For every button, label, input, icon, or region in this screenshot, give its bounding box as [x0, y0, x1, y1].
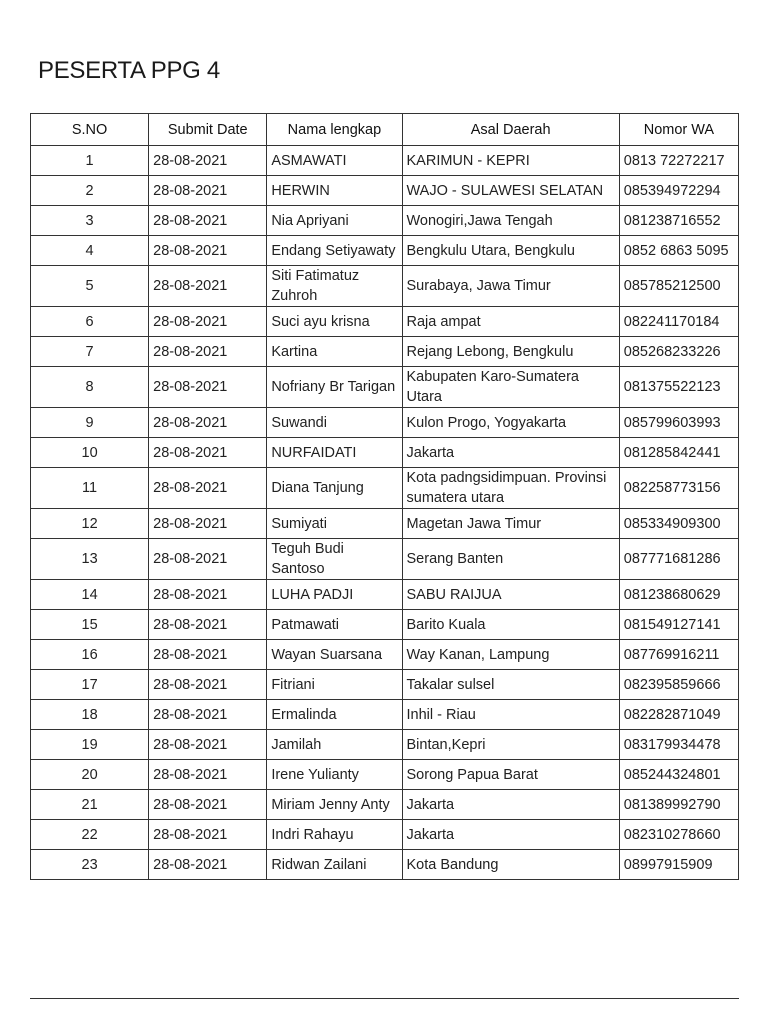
header-sno: S.NO: [31, 114, 149, 146]
cell-sno: 6: [31, 307, 149, 337]
cell-sno: 9: [31, 408, 149, 438]
cell-nomor-wa: 081238716552: [619, 206, 738, 236]
cell-nomor-wa: 083179934478: [619, 730, 738, 760]
cell-nomor-wa: 08997915909: [619, 850, 738, 880]
table-row: [31, 408, 739, 438]
cell-nomor-wa: 0813 72272217: [619, 146, 738, 176]
cell-nama-lengkap: Siti Fatimatuz Zuhroh: [267, 266, 402, 307]
table-row: [31, 236, 739, 266]
cell-submit-date: 28-08-2021: [149, 266, 267, 307]
cell-submit-date: 28-08-2021: [149, 337, 267, 367]
cell-nomor-wa: 085268233226: [619, 337, 738, 367]
table-row: [31, 509, 739, 539]
cell-sno: 23: [31, 850, 149, 880]
table-row: [31, 580, 739, 610]
cell-submit-date: 28-08-2021: [149, 509, 267, 539]
cell-asal-daerah: Way Kanan, Lampung: [402, 640, 619, 670]
page-title: PESERTA PPG 4: [38, 57, 220, 84]
cell-nama-lengkap: Kartina: [267, 337, 402, 367]
table-header-row: [31, 114, 739, 146]
cell-asal-daerah: Sorong Papua Barat: [402, 760, 619, 790]
cell-nomor-wa: 081389992790: [619, 790, 738, 820]
cell-submit-date: 28-08-2021: [149, 610, 267, 640]
cell-nama-lengkap: Diana Tanjung: [267, 468, 402, 509]
cell-nomor-wa: 082395859666: [619, 670, 738, 700]
cell-nomor-wa: 085799603993: [619, 408, 738, 438]
cell-asal-daerah: Kulon Progo, Yogyakarta: [402, 408, 619, 438]
cell-sno: 13: [31, 539, 149, 580]
cell-submit-date: 28-08-2021: [149, 640, 267, 670]
table-row: [31, 266, 739, 307]
table-row: [31, 539, 739, 580]
cell-nomor-wa: 087769916211: [619, 640, 738, 670]
cell-nama-lengkap: Irene Yulianty: [267, 760, 402, 790]
table-row: [31, 790, 739, 820]
table-row: [31, 670, 739, 700]
bottom-divider: [30, 998, 739, 999]
cell-nomor-wa: 082241170184: [619, 307, 738, 337]
cell-submit-date: 28-08-2021: [149, 408, 267, 438]
cell-sno: 10: [31, 438, 149, 468]
cell-asal-daerah: Serang Banten: [402, 539, 619, 580]
cell-sno: 11: [31, 468, 149, 509]
cell-sno: 7: [31, 337, 149, 367]
cell-sno: 8: [31, 367, 149, 408]
cell-nomor-wa: 082282871049: [619, 700, 738, 730]
cell-sno: 20: [31, 760, 149, 790]
cell-sno: 17: [31, 670, 149, 700]
cell-asal-daerah: Surabaya, Jawa Timur: [402, 266, 619, 307]
cell-asal-daerah: Jakarta: [402, 438, 619, 468]
table-row: [31, 610, 739, 640]
cell-asal-daerah: Takalar sulsel: [402, 670, 619, 700]
cell-submit-date: 28-08-2021: [149, 438, 267, 468]
cell-sno: 21: [31, 790, 149, 820]
cell-submit-date: 28-08-2021: [149, 760, 267, 790]
table-body: [31, 146, 739, 880]
table-row: [31, 640, 739, 670]
cell-sno: 3: [31, 206, 149, 236]
cell-nomor-wa: 082258773156: [619, 468, 738, 509]
table-row: [31, 468, 739, 509]
table-row: [31, 146, 739, 176]
table-row: [31, 820, 739, 850]
cell-asal-daerah: Kabupaten Karo-Sumatera Utara: [402, 367, 619, 408]
cell-nama-lengkap: Teguh Budi Santoso: [267, 539, 402, 580]
cell-submit-date: 28-08-2021: [149, 700, 267, 730]
table-row: [31, 850, 739, 880]
cell-nama-lengkap: Nofriany Br Tarigan: [267, 367, 402, 408]
header-submit-date: Submit Date: [149, 114, 267, 146]
cell-nomor-wa: 087771681286: [619, 539, 738, 580]
cell-asal-daerah: KARIMUN - KEPRI: [402, 146, 619, 176]
cell-sno: 22: [31, 820, 149, 850]
cell-nomor-wa: 085244324801: [619, 760, 738, 790]
cell-submit-date: 28-08-2021: [149, 468, 267, 509]
cell-submit-date: 28-08-2021: [149, 176, 267, 206]
cell-nama-lengkap: Patmawati: [267, 610, 402, 640]
cell-nama-lengkap: Suwandi: [267, 408, 402, 438]
cell-submit-date: 28-08-2021: [149, 790, 267, 820]
table-row: [31, 176, 739, 206]
cell-asal-daerah: Kota Bandung: [402, 850, 619, 880]
cell-asal-daerah: Raja ampat: [402, 307, 619, 337]
cell-asal-daerah: Bintan,Kepri: [402, 730, 619, 760]
cell-sno: 12: [31, 509, 149, 539]
cell-nomor-wa: 081285842441: [619, 438, 738, 468]
cell-asal-daerah: Inhil - Riau: [402, 700, 619, 730]
header-nomor-wa: Nomor WA: [619, 114, 738, 146]
cell-submit-date: 28-08-2021: [149, 539, 267, 580]
cell-submit-date: 28-08-2021: [149, 367, 267, 408]
cell-submit-date: 28-08-2021: [149, 146, 267, 176]
cell-sno: 18: [31, 700, 149, 730]
table-row: [31, 307, 739, 337]
table-row: [31, 438, 739, 468]
cell-nama-lengkap: Ridwan Zailani: [267, 850, 402, 880]
cell-nomor-wa: 081238680629: [619, 580, 738, 610]
table-row: [31, 760, 739, 790]
header-asal-daerah: Asal Daerah: [402, 114, 619, 146]
cell-sno: 2: [31, 176, 149, 206]
cell-submit-date: 28-08-2021: [149, 236, 267, 266]
cell-nomor-wa: 0852 6863 5095: [619, 236, 738, 266]
cell-sno: 15: [31, 610, 149, 640]
cell-nama-lengkap: Miriam Jenny Anty: [267, 790, 402, 820]
cell-submit-date: 28-08-2021: [149, 580, 267, 610]
cell-nama-lengkap: Jamilah: [267, 730, 402, 760]
cell-nama-lengkap: Wayan Suarsana: [267, 640, 402, 670]
cell-sno: 19: [31, 730, 149, 760]
cell-asal-daerah: Magetan Jawa Timur: [402, 509, 619, 539]
cell-submit-date: 28-08-2021: [149, 850, 267, 880]
cell-nama-lengkap: Fitriani: [267, 670, 402, 700]
table-row: [31, 367, 739, 408]
cell-nama-lengkap: Nia Apriyani: [267, 206, 402, 236]
cell-submit-date: 28-08-2021: [149, 307, 267, 337]
cell-submit-date: 28-08-2021: [149, 730, 267, 760]
cell-asal-daerah: Wonogiri,Jawa Tengah: [402, 206, 619, 236]
cell-sno: 5: [31, 266, 149, 307]
cell-nama-lengkap: Ermalinda: [267, 700, 402, 730]
cell-sno: 14: [31, 580, 149, 610]
cell-asal-daerah: Rejang Lebong, Bengkulu: [402, 337, 619, 367]
table-row: [31, 700, 739, 730]
cell-nama-lengkap: LUHA PADJI: [267, 580, 402, 610]
cell-sno: 1: [31, 146, 149, 176]
cell-asal-daerah: Kota padngsidimpuan. Provinsi sumatera utara: [402, 468, 619, 509]
cell-nomor-wa: 085394972294: [619, 176, 738, 206]
table-row: [31, 337, 739, 367]
cell-nomor-wa: 081549127141: [619, 610, 738, 640]
cell-asal-daerah: Jakarta: [402, 790, 619, 820]
cell-nomor-wa: 085785212500: [619, 266, 738, 307]
cell-sno: 4: [31, 236, 149, 266]
cell-asal-daerah: Jakarta: [402, 820, 619, 850]
cell-submit-date: 28-08-2021: [149, 820, 267, 850]
cell-asal-daerah: Bengkulu Utara, Bengkulu: [402, 236, 619, 266]
cell-submit-date: 28-08-2021: [149, 670, 267, 700]
table-row: [31, 730, 739, 760]
cell-nama-lengkap: Endang Setiyawaty: [267, 236, 402, 266]
cell-sno: 16: [31, 640, 149, 670]
cell-nama-lengkap: Sumiyati: [267, 509, 402, 539]
participants-table: [30, 113, 739, 880]
cell-nomor-wa: 082310278660: [619, 820, 738, 850]
header-nama-lengkap: Nama lengkap: [267, 114, 402, 146]
cell-submit-date: 28-08-2021: [149, 206, 267, 236]
cell-nama-lengkap: Suci ayu krisna: [267, 307, 402, 337]
table-row: [31, 206, 739, 236]
cell-asal-daerah: Barito Kuala: [402, 610, 619, 640]
cell-nama-lengkap: NURFAIDATI: [267, 438, 402, 468]
cell-asal-daerah: WAJO - SULAWESI SELATAN: [402, 176, 619, 206]
cell-nomor-wa: 081375522123: [619, 367, 738, 408]
cell-nama-lengkap: ASMAWATI: [267, 146, 402, 176]
cell-nomor-wa: 085334909300: [619, 509, 738, 539]
cell-asal-daerah: SABU RAIJUA: [402, 580, 619, 610]
cell-nama-lengkap: HERWIN: [267, 176, 402, 206]
cell-nama-lengkap: Indri Rahayu: [267, 820, 402, 850]
